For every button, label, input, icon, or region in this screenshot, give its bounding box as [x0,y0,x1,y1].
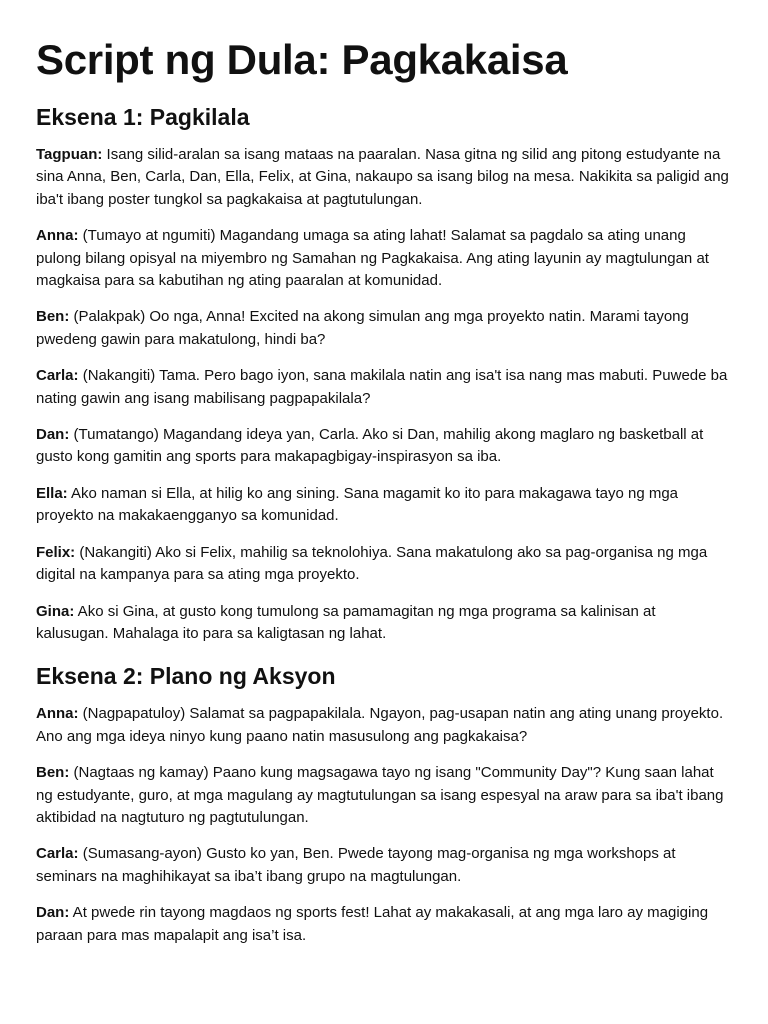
script-line [36,762,732,829]
line-text: (Nakangiti) Ako si Felix, mahilig sa teknolohiya. Sana makatulong ako sa pag-organisa ng mga digital na kampanya para sa ating mga proyekto. [36,543,708,584]
script-line [36,542,732,587]
line-text: Ako naman si Ella, at hilig ko ang sining. Sana magamit ko ito para makagawa tayo ng mga proyekto na makakaengganyo sa komunidad. [36,484,679,525]
script-line [36,424,732,469]
scene-1-heading: Eksena 1: Pagkilala [36,104,250,130]
line-text: (Nagtaas ng kamay) Paano kung magsagawa tayo ng isang "Community Day"? Kung saan lahat ng estudyante, guro, at mga magulang ay magtutulungan sa isang espesyal na araw para sa iba't ibang aktibidad na nagtuturo ng pagtutulungan. [36,764,724,826]
script-line [36,225,732,292]
line-text: Ako si Gina, at gusto kong tumulong sa pamamagitan ng mga programa sa kalinisan at kalusugan. Mahalaga ito para sa kaligtasan ng lahat. [36,602,656,642]
line-text: At pwede rin tayong magdaos ng sports fest! Lahat ay makakasali, at ang mga laro ay magiging paraan para mas mapalapit ang isa’t isa. [36,904,709,944]
line-text: (Sumasang-ayon) Gusto ko yan, Ben. Pwede tayong mag-organisa ng mga workshops at seminars na maghihikayat sa iba’t ibang grupo na magtulungan. [36,845,676,885]
speaker-label: Ben: [36,764,70,782]
speaker-label: Carla: [36,367,79,385]
line-text: (Palakpak) Oo nga, Anna! Excited na akong simulan ang mga proyekto natin. Marami tayong pwedeng gawin para makatulong, hindi ba? [36,308,689,348]
script-line [36,902,732,947]
line-text: (Nagpapatuloy) Salamat sa pagpapakilala. Ngayon, pag-usapan natin ang ating unang proyekto. Ano ang mga ideya ninyo kung paano natin masusulong ang pagkakaisa? [36,705,724,745]
script-line [36,144,732,211]
script-line [36,843,732,888]
speaker-label: Felix: [36,543,76,561]
script-line [36,601,732,646]
speaker-label: Gina: [36,602,75,620]
script-line [36,365,732,410]
speaker-label: Ben: [36,308,70,326]
line-text: (Tumatango) Magandang ideya yan, Carla. Ako si Dan, mahilig akong maglaro ng basketball at gusto kong gamitin ang sports para makapagbigay-inspirasyon sa iba. [36,426,704,466]
speaker-label: Dan: [36,904,70,922]
script-line [36,306,732,351]
scene-2-heading: Eksena 2: Plano ng Aksyon [36,663,336,690]
line-text: Isang silid-aralan sa isang mataas na paaralan. Nasa gitna ng silid ang pitong estudyante na sina Anna, Ben, Carla, Dan, Ella, Felix, at Gina, nakaupo sa isang bilog na mesa. Nakikita sa paligid ang iba't ibang poster tungkol sa pagkakaisa at pagtutulungan. [36,146,729,208]
speaker-label: Anna: [36,705,79,723]
line-text: (Tumayo at ngumiti) Magandang umaga sa ating lahat! Salamat sa pagdalo sa ating unang pulong bilang opisyal na miyembro ng Samahan ng Pagkakaisa. Ang ating layunin ay magtulungan at magkaisa para sa kabutihan ng ating paaralan at komunidad. [36,227,709,290]
script-line [36,703,732,748]
speaker-label: Tagpuan: [36,146,103,163]
speaker-label: Carla: [36,845,79,863]
page-title: Script ng Dula: Pagkakaisa [36,36,568,83]
speaker-label: Ella: [36,484,68,502]
line-text: (Nakangiti) Tama. Pero bago iyon, sana makilala natin ang isa't isa nang mas mabuti. Puwede ba nating gawin ang isang mabilisang pagpapakilala? [36,367,728,407]
script-line [36,483,732,528]
speaker-label: Anna: [36,227,79,245]
speaker-label: Dan: [36,426,70,444]
